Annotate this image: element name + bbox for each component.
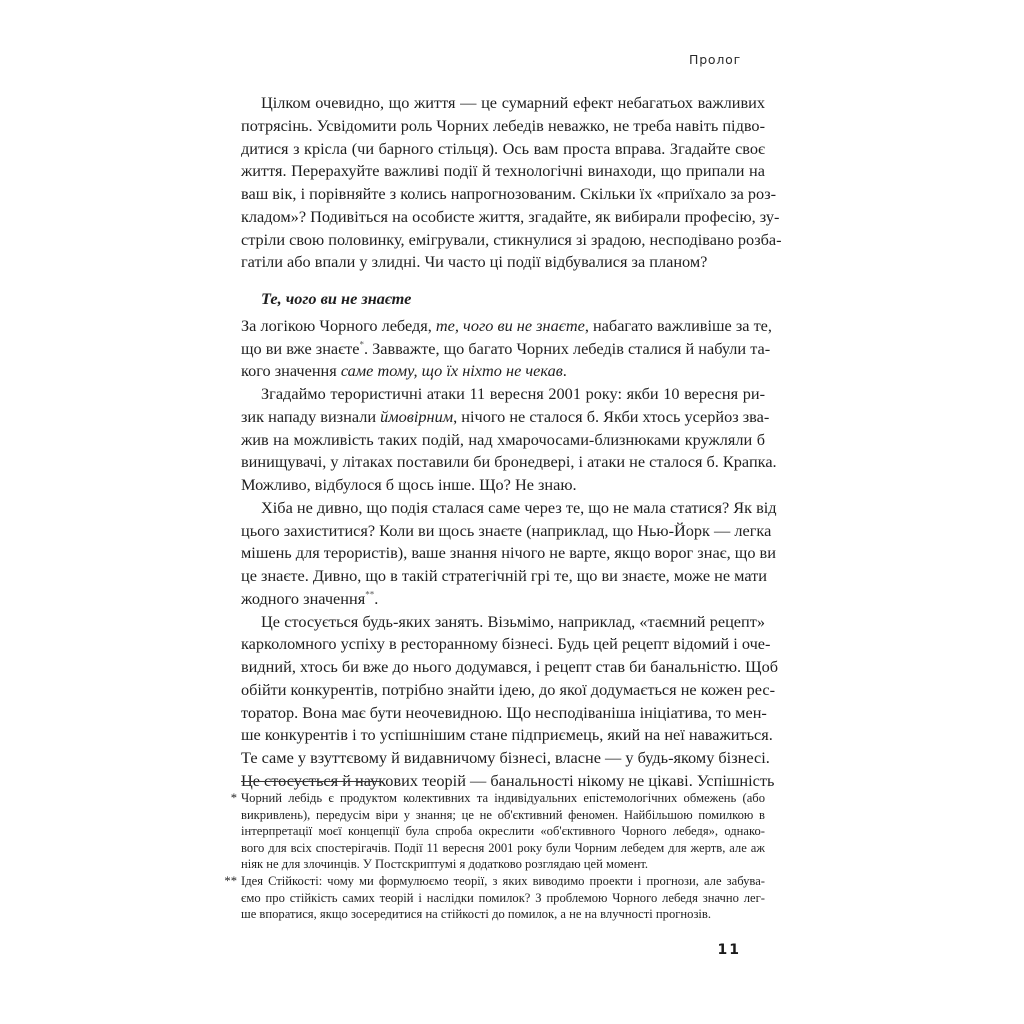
intro-paragraph [241,92,782,274]
footnote-1 [230,790,765,873]
text-line: дитися з крісла (чи барного стільця). Ось вам проста вправа. Згадайте своє [241,138,765,158]
text-line: кого значення саме тому, що їх ніхто не чекав. [241,361,567,381]
page-number: 11 [717,942,741,958]
footnote-divider [241,781,383,782]
text-line: карколомного успіху в ресторанному бізнесі. Будь цей рецепт відомий і оче- [241,634,771,654]
paragraph-september-11 [241,383,777,497]
text-line: За логікою Чорного лебедя, те, чого ви не знаєте, набагато важливіше за те, [241,315,772,335]
text-line: кладом»? Подивіться на особисте життя, згадайте, як вибирали професію, зу- [241,206,780,226]
footnotes [224,790,765,923]
text-line: жив на можливість таких подій, над хмарочосами-близнюками кружляли б [241,429,765,449]
running-header: Пролог [689,52,741,67]
footnote-line: викривлень), передусім віри у знання; це не об'єктивний феномен. Найбільшою помилкою в [241,807,765,822]
footnote-marker: * [230,791,237,805]
text-line: стріли свою половинку, емігрували, стикнулися зі зрадою, несподівано розба- [241,229,782,249]
text-line: зик нападу визнали ймовірним, нічого не сталося б. Якби хтось усерйоз зва- [241,406,770,426]
text-line: мішень для терористів), ваше знання нічого не варте, якщо ворог знає, що ви [241,543,776,563]
footnote-marker: ** [224,873,237,888]
text-line: цього захиститися? Коли ви щось знаєте (наприклад, що Нью-Йорк — легка [241,520,772,540]
footnote-line: вого для всіх спостерігачів. Події 11 вересня 2001 року були Чорним лебедем для жертв, але аж [241,840,765,855]
text-line: Цілком очевидно, що життя — це сумарний ефект небагатьох важливих [261,93,765,112]
footnote-line: Чорний лебідь є продуктом колективних та індивідуальних епістемологічних обмежень (або [241,791,765,805]
footnote-line: Ідея Стійкості: чому ми формулюємо теорії, з яких виводимо проекти і прогнози, але забува- [241,873,765,888]
body-text [241,92,782,793]
text-line: потрясінь. Усвідомити роль Чорних лебедів неважко, не треба навіть підво- [241,115,765,135]
text-line: видний, хтось би вже до нього додумався, і рецепт став би банальністю. Щоб [241,657,779,676]
footnote-ref-1[interactable]: * [359,339,364,350]
footnote-2 [224,873,765,923]
emphasis: ймовірним [380,406,454,426]
text-line: Хіба не дивно, що подія сталася саме через те, що не мала статися? Як від [261,497,777,517]
text-line: Те саме у взуттєвому й видавничому бізнесі, власне — у будь-якому бізнесі. [241,748,770,767]
footnote-line: інтерпретації моєї концепції була спроба окреслити «об'єктивного Чорного лебедя», однако- [241,824,765,839]
text-line: Це стосується й наукових теорій — банальності нікому не цікаві. Успішність [241,770,775,790]
text-line: що ви вже знаєте*. Завважте, що багато Чорних лебедів сталися й набули та- [241,338,771,358]
text-line: винищувачі, у літаках поставили би бронедвері, і атаки не сталося б. Крапка. [241,452,777,472]
text-line: обійти конкурентів, потрібно знайти ідею, до якої додумається не кожен рес- [241,679,775,699]
text-line: ваш вік, і порівняйте з колись напрогнозованим. Скільки їх «приїхало за роз- [241,184,777,203]
emphasis: те, чого ви не знаєте [435,315,585,335]
footnote-line: ніяк не для злочинців. У Постскриптумі я додатково розглядаю цей момент. [241,857,649,872]
text-line: Можливо, відбулося б щось інше. Що? Не знаю. [241,475,577,494]
text-line: ше конкурентів і то успішнішим стане підприємець, який на неї наважиться. [241,725,773,745]
emphasis: саме тому, що їх ніхто не чекав [340,361,563,381]
text-line: життя. Перерахуйте важливі події й технологічні винаходи, що припали на [241,161,765,181]
footnote-line: ше впоратися, якщо зосередитися на стійкості до помилок, а не на влучності прогнозів. [241,907,712,922]
text-line: Це стосується будь-яких занять. Візьмімо, наприклад, «таємний рецепт» [261,611,765,631]
text-line: Згадаймо терористичні атаки 11 вересня 2001 року: якби 10 вересня ри- [261,384,765,403]
footnote-ref-2[interactable]: ** [365,589,375,600]
section-heading: Те, чого ви не знаєте [261,289,412,308]
footnote-line: ємо про стійкість самих теорій і наслідки помилок? З проблемою Чорного лебедя значно лег- [241,890,765,905]
paragraph-black-swan-logic [241,315,772,383]
paragraph-strategic-game [241,497,777,611]
paragraph-business [241,611,779,793]
text-line: торатор. Вона має бути неочевидною. Що несподіваніша ініціатива, то мен- [241,702,767,722]
text-line: жодного значення**. [241,588,379,608]
text-line: це знаєте. Дивно, що в такій стратегічній грі те, що ви знаєте, може не мати [241,566,768,585]
text-line: гатіли або впали у злидні. Чи часто ці події відбувалися за планом? [241,252,708,272]
